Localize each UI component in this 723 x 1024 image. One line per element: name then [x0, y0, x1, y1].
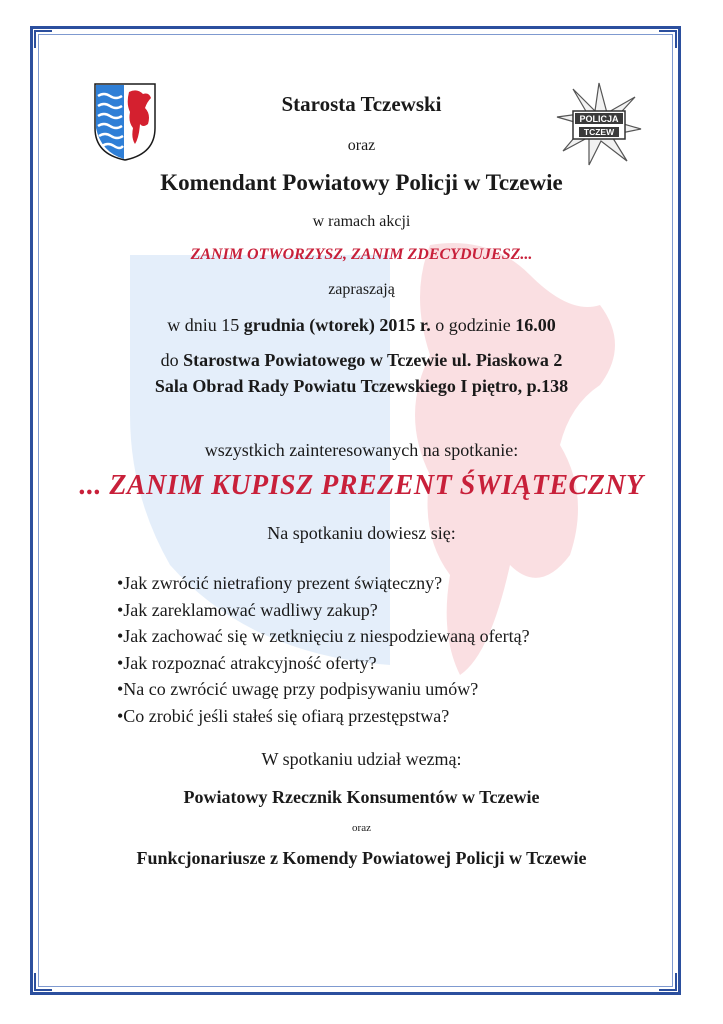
- date-bold: grudnia (wtorek) 2015 r.: [243, 315, 431, 335]
- conjunction-oraz-1: oraz: [347, 137, 376, 154]
- date-line: [0, 315, 723, 336]
- frame-corner: [659, 973, 677, 991]
- campaign-intro: w ramach akcji: [312, 213, 411, 230]
- time-text: o godzinie: [430, 315, 516, 335]
- list-item: •Jak zareklamować wadliwy zakup?: [117, 599, 378, 620]
- issuer-starosta: Starosta Tczewski: [281, 92, 442, 116]
- question-list: [117, 570, 530, 729]
- participants-intro: W spotkaniu udział wezmą:: [261, 749, 462, 769]
- audience-line: wszystkich zainteresowanych na spotkanie:: [204, 440, 519, 460]
- police-badge-line1: POLICJA: [579, 114, 619, 124]
- participant-rzecznik: Powiatowy Rzecznik Konsumentów w Tczewie: [183, 787, 540, 807]
- place-prefix: do: [160, 350, 184, 370]
- list-item: •Jak rozpoznać atrakcyjność oferty?: [117, 652, 377, 673]
- issuer-komendant: Komendant Powiatowy Policji w Tczewie: [160, 170, 563, 195]
- police-badge-line2: TCZEW: [583, 127, 615, 137]
- list-item: •Na co zwrócić uwagę przy podpisywaniu umów?: [117, 679, 479, 699]
- place-line-2: Sala Obrad Rady Powiatu Tczewskiego I piętro, p.138: [154, 376, 569, 396]
- headline: ... ZANIM KUPISZ PREZENT ŚWIĄTECZNY: [79, 470, 644, 501]
- frame-corner: [659, 30, 677, 48]
- list-item: •Jak zwrócić nietrafiony prezent świąteczny?: [117, 573, 443, 593]
- list-item: •Jak zachować się w zetknięciu z niespodziewaną ofertą?: [117, 626, 530, 646]
- frame-corner: [34, 973, 52, 991]
- date-text: w dniu 15: [167, 315, 244, 335]
- learn-intro: Na spotkaniu dowiesz się:: [267, 523, 456, 543]
- conjunction-oraz-2: oraz: [352, 822, 371, 834]
- frame-corner: [34, 30, 52, 48]
- place-line-1: [0, 350, 723, 371]
- place-address: Starostwa Powiatowego w Tczewie ul. Piaskowa 2: [183, 350, 563, 370]
- campaign-name: ZANIM OTWORZYSZ, ZANIM ZDECYDUJESZ...: [190, 246, 533, 263]
- participant-funkcjonariusze: Funkcjonariusze z Komendy Powiatowej Policji w Tczewie: [136, 848, 587, 868]
- list-item: •Co zrobić jeśli stałeś się ofiarą przestępstwa?: [117, 705, 450, 726]
- time-bold: 16.00: [515, 315, 556, 335]
- invite-verb: zapraszają: [328, 281, 395, 298]
